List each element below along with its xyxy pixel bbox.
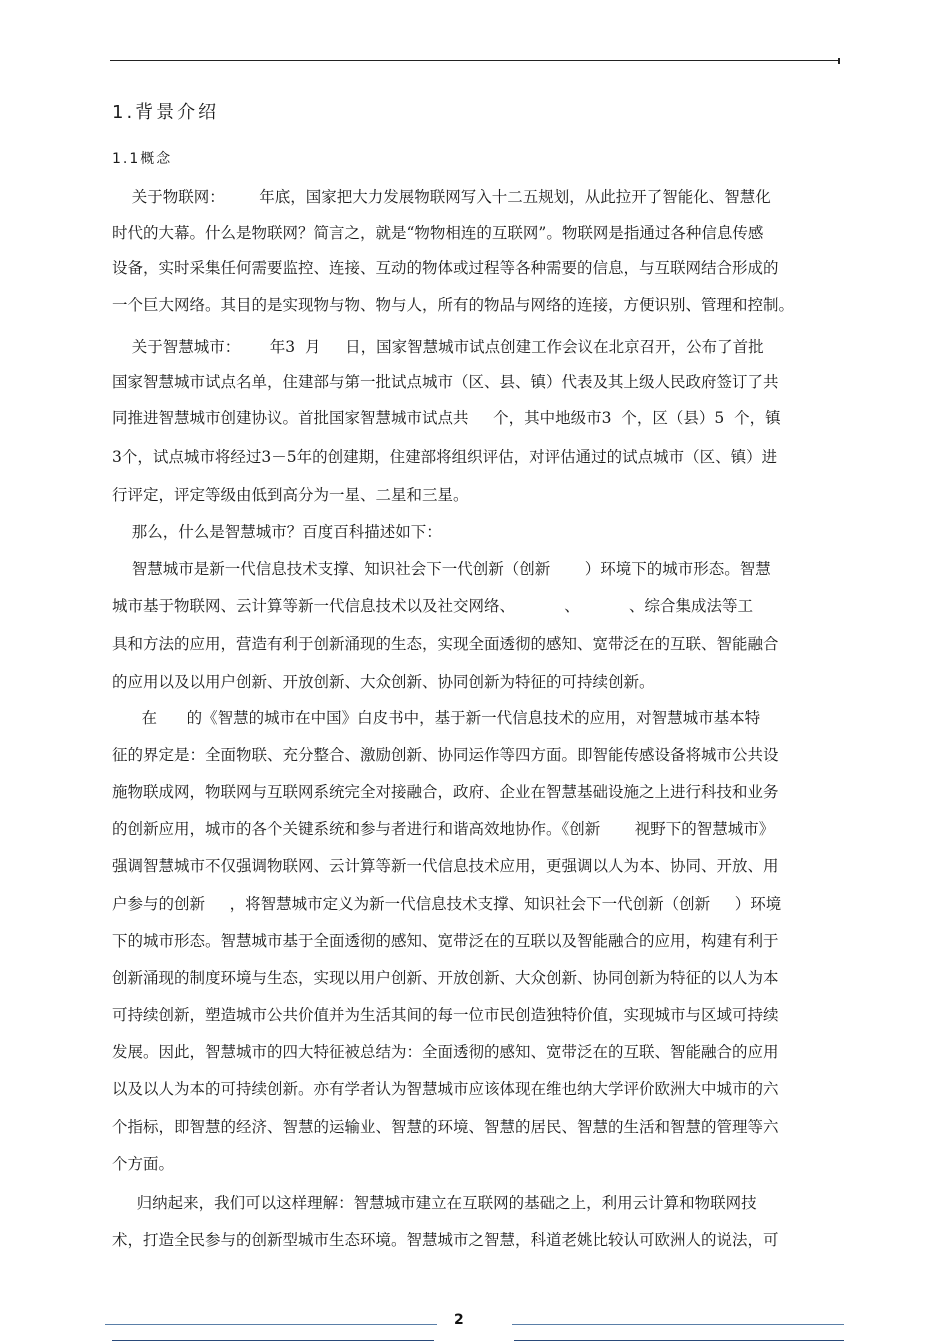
text-line: 一个巨大网络。其目的是实现物与物、物与人，所有的物品与网络的连接，方便识别、管理和控制。: [112, 296, 795, 314]
text-line: 在 的《智慧的城市在中国》白皮书中，基于新一代信息技术的应用，对智慧城市基本特: [112, 709, 761, 727]
text-line: 户参与的创新 ，将智慧城市定义为新一代信息技术支撑、知识社会下一代创新（创新 ）环境: [112, 895, 782, 913]
text-line: 施物联成网，物联网与互联网系统完全对接融合，政府、企业在智慧基础设施之上进行科技和业务: [112, 783, 779, 801]
text-line: 归纳起来，我们可以这样理解：智慧城市建立在互联网的基础之上，利用云计算和物联网技: [112, 1194, 757, 1212]
text-line: 关于智慧城市： 年3 月 日，国家智慧城市试点创建工作会议在北京召开，公布了首批: [112, 338, 764, 356]
footer-rule-left: [105, 1324, 437, 1325]
header-rule-tick: [838, 58, 840, 64]
text-line: 可持续创新，塑造城市公共价值并为生活其间的每一位市民创造独特价值，实现城市与区域可持续: [112, 1006, 779, 1024]
header-rule: [110, 60, 840, 61]
subsection-heading: 1.1概念: [112, 151, 173, 167]
text-line: 设备，实时采集任何需要监控、连接、互动的物体或过程等各种需要的信息，与互联网结合形成的: [112, 259, 779, 277]
section-heading: 1.背景介绍: [112, 102, 220, 123]
text-line: 城市基于物联网、云计算等新一代信息技术以及社交网络、 、 、综合集成法等工: [112, 597, 754, 615]
text-line: 的应用以及以用户创新、开放创新、大众创新、协同创新为特征的可持续创新。: [112, 673, 655, 691]
text-line: 以及以人为本的可持续创新。亦有学者认为智慧城市应该体现在维也纳大学评价欧洲大中城市的六: [112, 1080, 779, 1098]
text-line: 国家智慧城市试点名单，住建部与第一批试点城市（区、县、镇）代表及其上级人民政府签订了共: [112, 373, 779, 391]
text-line: 的创新应用，城市的各个关键系统和参与者进行和谐高效地协作。《创新 视野下的智慧城市》: [112, 820, 775, 838]
text-line: 征的界定是：全面物联、充分整合、激励创新、协同运作等四方面。即智能传感设备将城市公共设: [112, 746, 779, 764]
text-line: 智慧城市是新一代信息技术支撑、知识社会下一代创新（创新 ）环境下的城市形态。智慧: [112, 560, 771, 578]
text-line: 下的城市形态。智慧城市基于全面透彻的感知、宽带泛在的互联以及智能融合的应用，构建有利于: [112, 932, 779, 950]
page-number: 2: [454, 1312, 464, 1328]
text-line: 创新涌现的制度环境与生态，实现以用户创新、开放创新、大众创新、协同创新为特征的以人为本: [112, 969, 779, 987]
text-line: 个指标，即智慧的经济、智慧的运输业、智慧的环境、智慧的居民、智慧的生活和智慧的管理等六: [112, 1118, 779, 1136]
text-line: 具和方法的应用，营造有利于创新涌现的生态，实现全面透彻的感知、宽带泛在的互联、智能融合: [112, 635, 779, 653]
text-line: 时代的大幕。什么是物联网？简言之，就是“物物相连的互联网”。物联网是指通过各种信息传感: [112, 224, 764, 242]
footer-rule-bottom-left: [112, 1340, 434, 1341]
text-line: 那么，什么是智慧城市？百度百科描述如下：: [112, 523, 442, 541]
text-line: 同推进智慧城市创建协议。首批国家智慧城市试点共 个，其中地级市3 个，区（县）5 个，镇: [112, 409, 781, 427]
footer-rule-right: [512, 1324, 844, 1325]
footer-rule-bottom-right: [514, 1340, 844, 1341]
text-line: 行评定，评定等级由低到高分为一星、二星和三星。: [112, 486, 469, 504]
text-line: 个方面。: [112, 1155, 175, 1173]
text-line: 强调智慧城市不仅强调物联网、云计算等新一代信息技术应用，更强调以人为本、协同、开放、用: [112, 857, 779, 875]
text-line: 术，打造全民参与的创新型城市生态环境。智慧城市之智慧，科道老姚比较认可欧洲人的说法，可: [112, 1231, 779, 1249]
text-line: 关于物联网： 年底，国家把大力发展物联网写入十二五规划，从此拉开了智能化、智慧化: [112, 188, 771, 206]
text-line: 3个，试点城市将经过3－5年的创建期，住建部将组织评估，对评估通过的试点城市（区、镇）进: [112, 448, 778, 466]
text-line: 发展。因此，智慧城市的四大特征被总结为：全面透彻的感知、宽带泛在的互联、智能融合的应用: [112, 1043, 779, 1061]
